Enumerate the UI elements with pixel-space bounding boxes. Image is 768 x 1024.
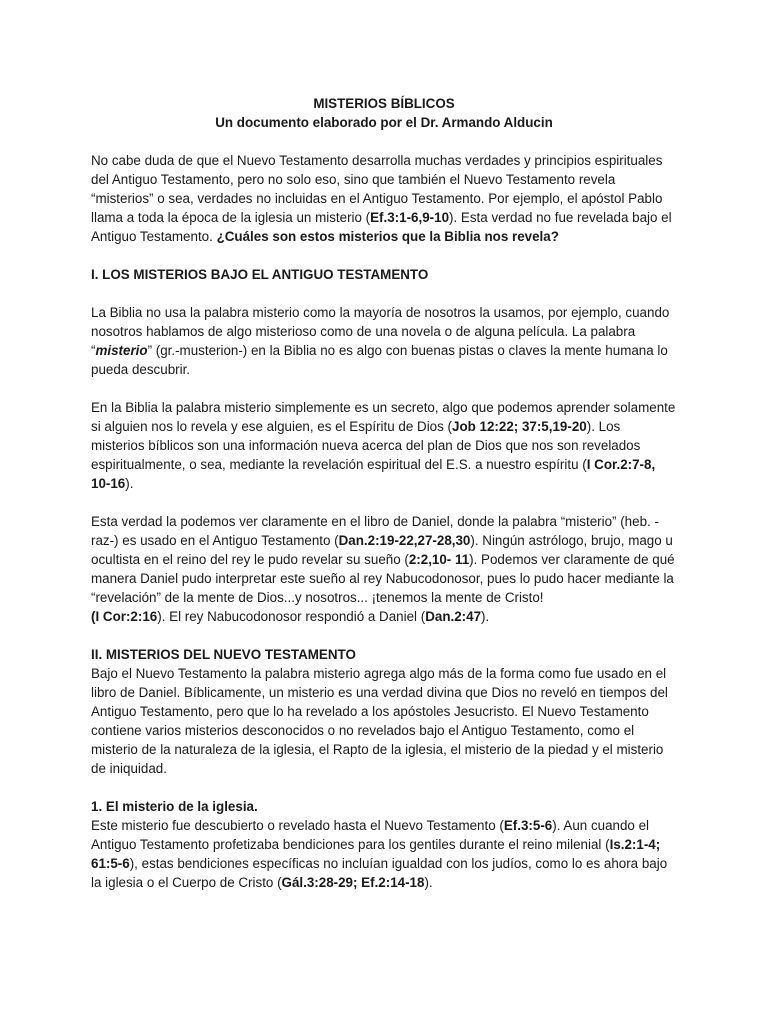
scripture-reference: Gál.3:28-29; Ef.2:14-18 (281, 875, 425, 890)
paragraph-text: Este misterio fue descubierto o revelado hasta el Nuevo Testamento ( (91, 818, 504, 833)
paragraph-text: Esta verdad la podemos ver claramente en el libro de Daniel, donde la palabra “misterio” (heb. -raz-) es usado en el Antiguo Testamento ( (91, 514, 659, 548)
paragraph-text: ). (424, 875, 433, 890)
scripture-reference: I Cor.2:7-8, 10-16 (91, 457, 656, 491)
paragraph-text: En la Biblia la palabra misterio simplemente es un secreto, algo que podemos aprender solamente si alguien nos lo revela y ese alguien, es el Espíritu de Dios ( (91, 400, 676, 434)
paragraph-text: La Biblia no usa la palabra misterio como la mayoría de nosotros la usamos, por ejemplo, cuando nosotros hablamos de algo misterioso como de una novela o de alguna película. La palabra “ (91, 305, 670, 358)
intro-paragraph (91, 151, 677, 246)
paragraph: Bajo el Nuevo Testamento la palabra misterio agrega algo más de la forma como fue usado en el libro de Daniel. Bíblicamente, un misterio es una verdad divina que Dios no reveló en tiempos del Antiguo Testamento, pero que lo ha revelado a los apóstoles Jesucristo. El Nuevo Testamento contiene varios misterios desconocidos o no revelados bajo el Antiguo Testamento, como el misterio de la naturaleza de la iglesia, el Rapto de la iglesia, el misterio de la piedad y el misterio de iniquidad. (91, 666, 668, 776)
section-heading-2: II. MISTERIOS DEL NUEVO TESTAMENTO (91, 647, 356, 662)
paragraph (91, 512, 677, 626)
paragraph-text: ), estas bendiciones específicas no incluían igualdad con los judíos, como lo es ahora bajo la iglesia o el Cuerpo de Cristo ( (91, 856, 668, 890)
scripture-reference: Dan.2:47 (425, 609, 482, 624)
scripture-reference: 2:2,10- 11 (408, 552, 470, 567)
paragraph-text: ). Aun cuando el Antiguo Testamento profetizaba bendiciones para los gentiles durante el reino milenial ( (91, 818, 650, 852)
document-title: MISTERIOS BÍBLICOS (313, 96, 455, 111)
paragraph-text: ). (481, 609, 490, 624)
scripture-reference: Ef.3:5-6 (503, 818, 553, 833)
section-heading-1: I. LOS MISTERIOS BAJO EL ANTIGUO TESTAMENTO (91, 267, 429, 282)
paragraph (91, 816, 677, 892)
paragraph (91, 303, 677, 379)
paragraph-text: ). Los misterios bíblicos son una información nueva acerca del plan de Dios que nos son revelados espiritualmente, o sea, mediante la revelación espiritual del E.S. a nuestro espíritu ( (91, 419, 641, 472)
scripture-reference: Job 12:22; 37:5,19-20 (452, 419, 587, 434)
paragraph-text: ). (125, 476, 134, 491)
intro-text: ). Esta verdad no fue revelada bajo el Antiguo Testamento. (91, 210, 672, 244)
paragraph-text: ” (gr.-musterion-) en la Biblia no es algo con buenas pistas o claves la mente humana lo pueda descubrir. (91, 343, 668, 377)
paragraph (91, 398, 677, 493)
document-page (91, 94, 677, 892)
scripture-reference: Is.2:1-4; 61:5-6 (91, 837, 661, 871)
emphasis-word: misterio (95, 343, 148, 358)
intro-text: No cabe duda de que el Nuevo Testamento desarrolla muchas verdades y principios espirituales del Antiguo Testamento, pero no solo eso, sino que también el Nuevo Testamento revela “misterios” o sea, verdades no incluidas en el Antiguo Testamento. Por ejemplo, el apóstol Pablo llama a toda la época de la iglesia un misterio ( (91, 153, 663, 225)
paragraph-text: ). Ningún astrólogo, brujo, mago u ocultista en el reino del rey le pudo revelar su sueño ( (91, 533, 673, 567)
document-subtitle: Un documento elaborado por el Dr. Armando Alducin (215, 115, 553, 130)
paragraph-text: ). El rey Nabucodonosor respondió a Daniel ( (157, 609, 426, 624)
paragraph-text: ). Podemos ver claramente de qué manera Daniel pudo interpretar este sueño al rey Nabucodonosor, pues lo pudo hacer mediante la “revelación” de la mente de Dios...y nosotros... ¡tenemos la mente de Cristo! (91, 552, 675, 605)
scripture-reference: (I Cor:2:16 (91, 609, 158, 624)
intro-question: ¿Cuáles son estos misterios que la Biblia nos revela? (216, 229, 559, 244)
scripture-reference: Dan.2:19-22,27-28,30 (338, 533, 471, 548)
scripture-reference: Ef.3:1-6,9-10 (370, 210, 450, 225)
subsection-heading: 1. El misterio de la iglesia. (91, 799, 258, 814)
